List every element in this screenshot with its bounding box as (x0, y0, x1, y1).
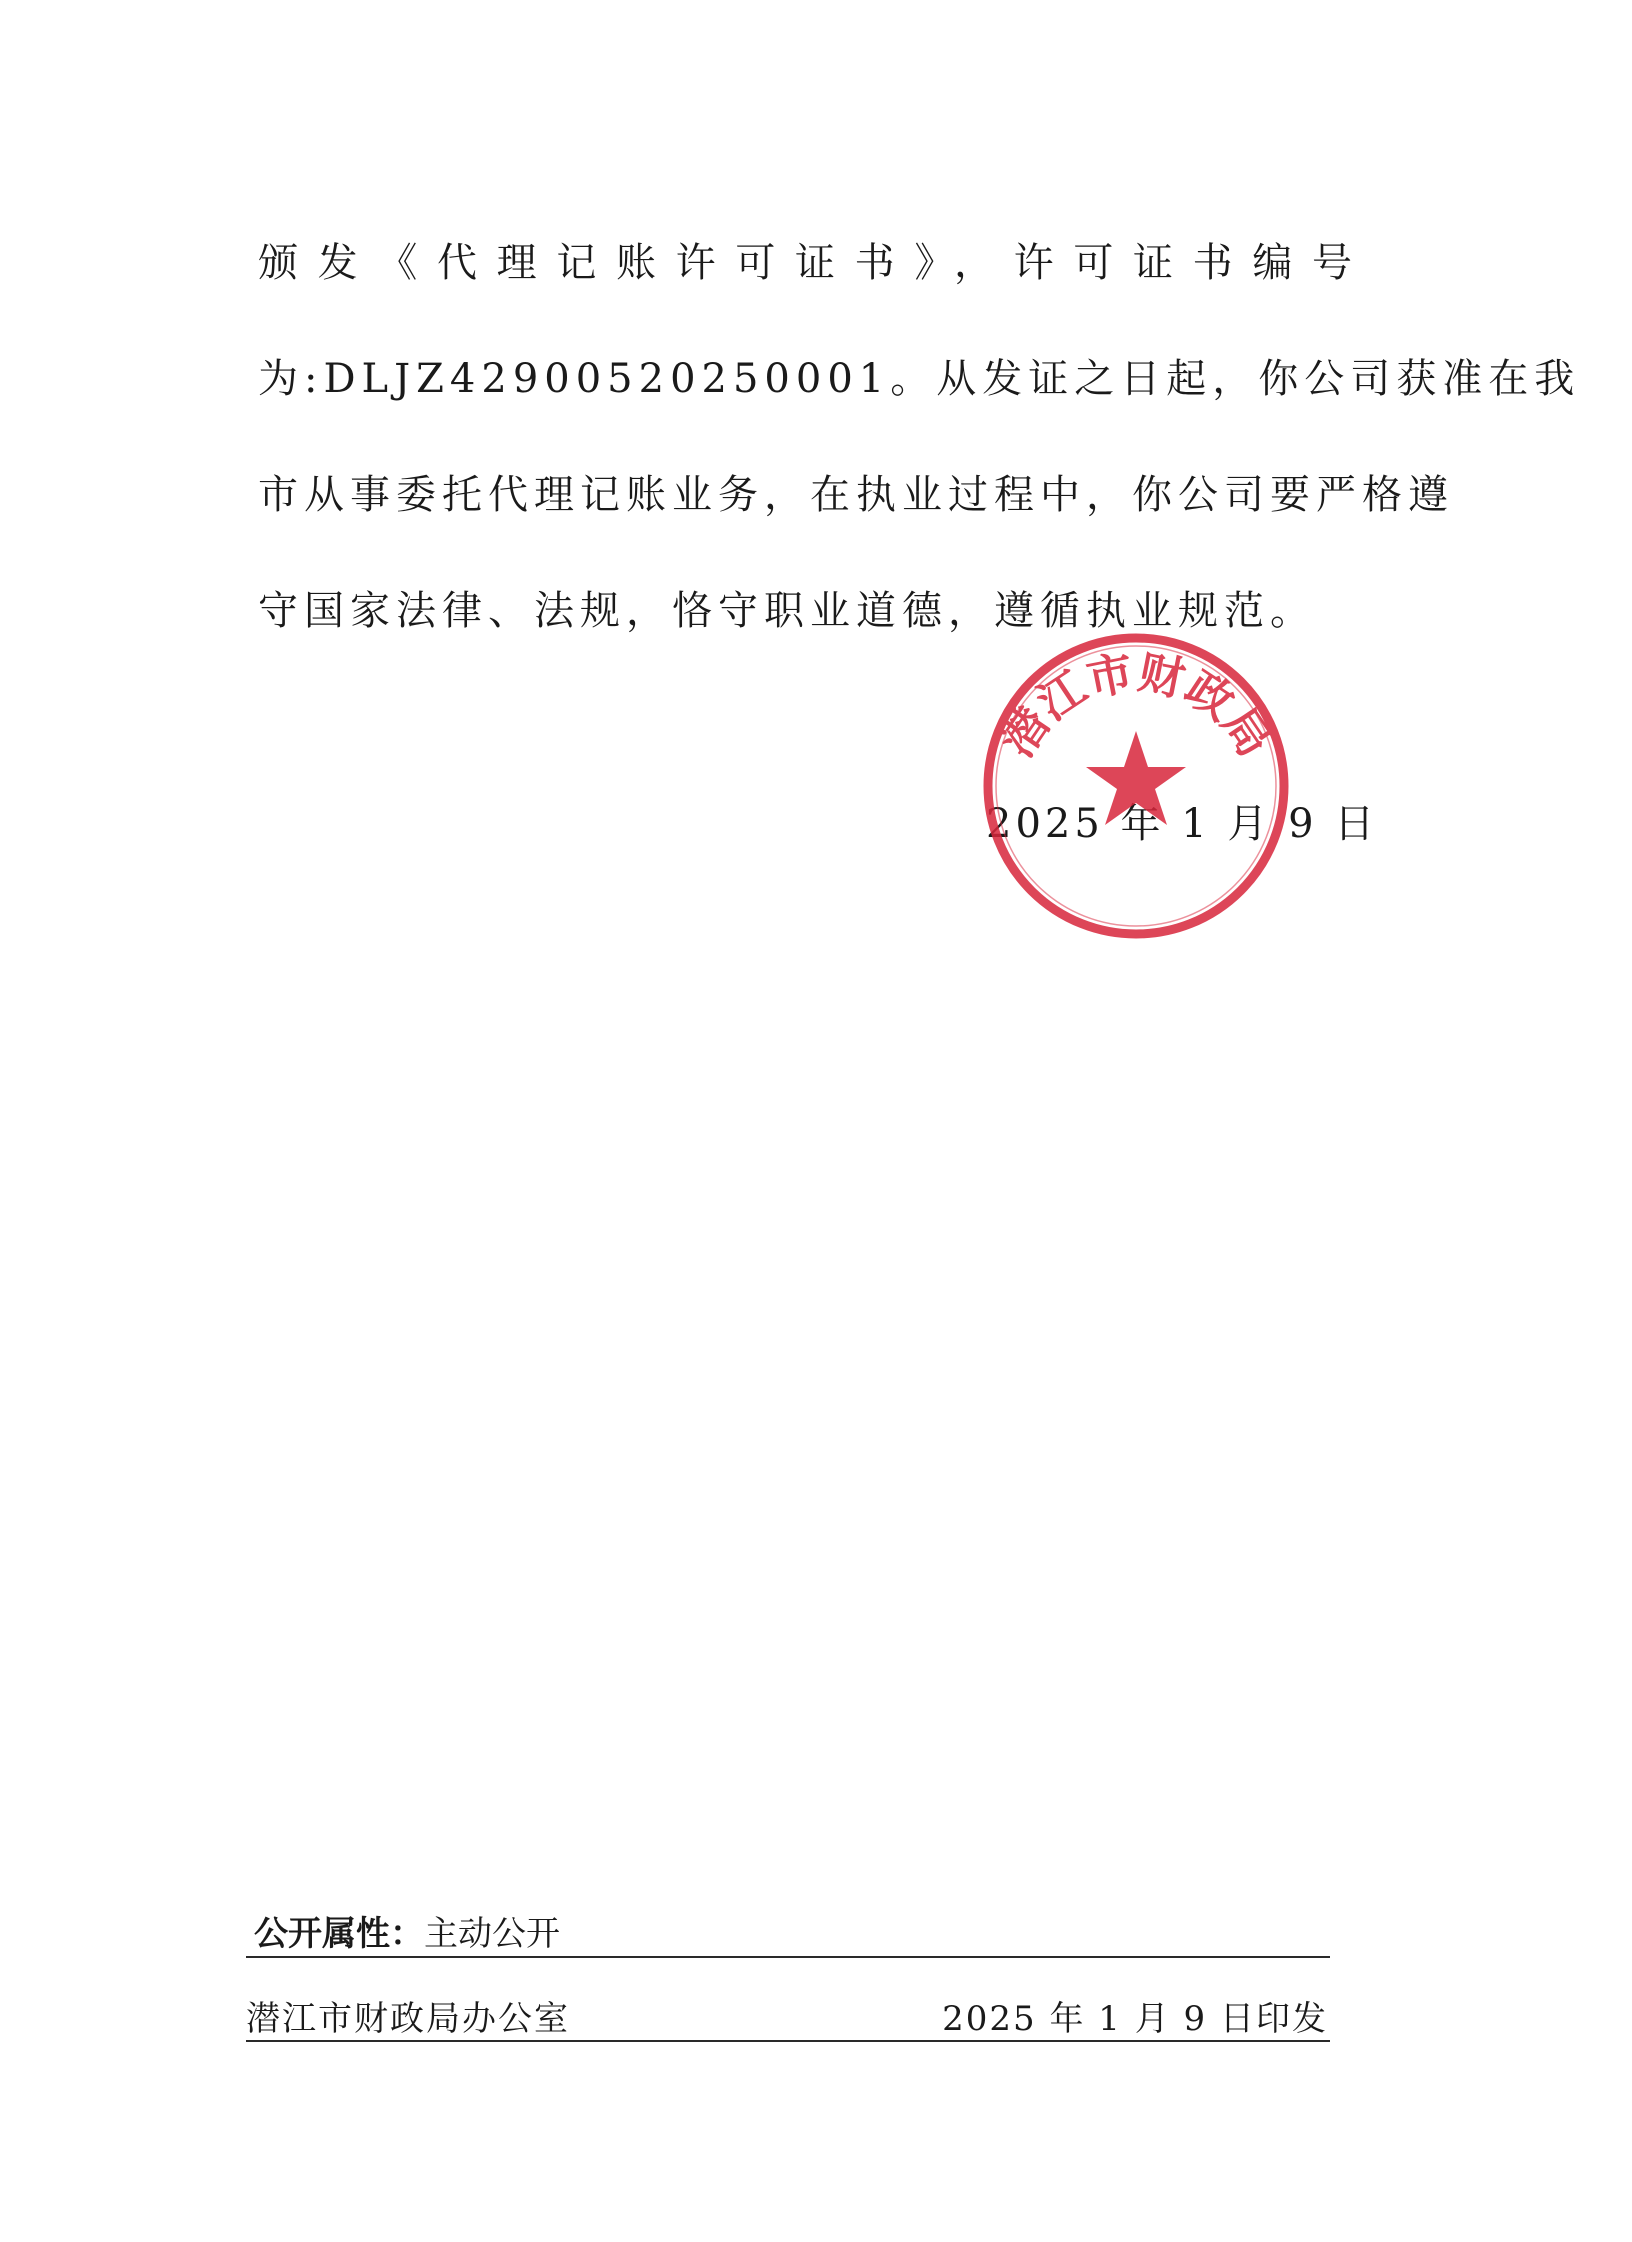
public-attribute-value: 主动公开 (424, 1914, 560, 1954)
document-body (258, 205, 1581, 669)
issue-date: 2025 年 1 月 9 日印发 (942, 1999, 1328, 2039)
issuing-office: 潜江市财政局办公室 (246, 1999, 570, 2039)
public-attribute (254, 1906, 560, 1955)
footer-divider-top (246, 1956, 1330, 1958)
body-line-2: 为:DLJZ42900520250001。从发证之日起，你公司获准在我 (258, 356, 1581, 402)
public-attribute-label: 公开属性： (254, 1914, 424, 1954)
footer-divider-bottom (246, 2040, 1330, 2042)
signature-date: 2025 年 1 月 9 日 (986, 801, 1379, 847)
seal-star-icon (1086, 731, 1186, 825)
body-line-3: 市从事委托代理记账业务，在执业过程中，你公司要严格遵 (258, 472, 1454, 518)
seal-text: 潜江市财政局 (989, 644, 1283, 767)
official-seal (976, 626, 1296, 946)
body-line-4: 守国家法律、法规，恪守职业道德，遵循执业规范。 (258, 588, 1316, 634)
body-line-1: 颁发《代理记账许可证书》，许可证书编号 (258, 240, 1358, 286)
